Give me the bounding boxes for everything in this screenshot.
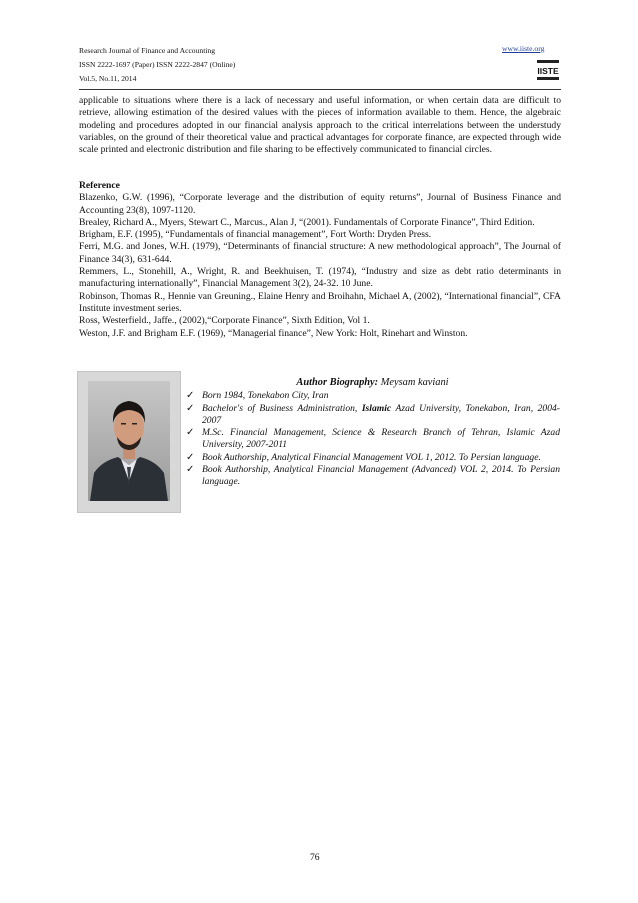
check-icon: ✓: [186, 427, 195, 439]
bio-list: [185, 390, 560, 488]
author-photo: [88, 381, 170, 501]
bio-item: ✓ Bachelor's of Business Administration, Islamic Azad University, Tonekabon, Iran, 2004-2007: [186, 402, 560, 426]
reference-item: Remmers, L., Stonehill, A., Wright, R. and Beekhuisen, T. (1974), “Industry and size as debt ratio determinants in manufacturing internationally”, Financial Management 3(2), 24-32. 10 June.: [79, 266, 561, 290]
reference-item: Robinson, Thomas R., Hennie van Greuning., Elaine Henry and Broihahn, Michael A, (2002), “International financial”, CFA Institute investment series.: [79, 290, 561, 314]
body-paragraph: applicable to situations where there is a lack of necessary and useful information, or when certain data are difficult to retrieve, allowing estimation of the desired values with the pieces of information available to them. Hence, the algebraic modeling and procedures adopted in our financial analysis approach to the critical interrelations between the understudy variables, on the ground of their theoretical value and practical advantages for corporate finance, are expected through wide scale printed and electronic distribution and file sharing to be effectively communicated to financial circles.: [79, 95, 561, 156]
check-icon: ✓: [186, 464, 195, 476]
bio-item: ✓ Book Authorship, Analytical Financial Management VOL 1, 2012. To Persian language.: [186, 451, 541, 463]
check-icon: ✓: [186, 402, 195, 414]
reference-item: Weston, J.F. and Brigham E.F. (1969), “Managerial finance”, New York: Holt, Rinehart and Winston.: [79, 327, 468, 339]
references-section: [79, 180, 561, 340]
bio-item: ✓ M.Sc. Financial Management, Science & Research Branch of Tehran, Islamic Azad University, 2007-2011: [186, 427, 560, 451]
reference-item: Blazenko, G.W. (1996), “Corporate leverage and the distribution of equity returns”, Journal of Business Finance and Accounting 23(8), 1097-1120.: [79, 192, 561, 216]
logo-text: IISTE: [537, 66, 559, 76]
reference-item: Ross, Westerfield., Jaffe., (2002),“Corporate Finance”, Sixth Edition, Vol 1.: [79, 315, 370, 327]
body-text: [79, 95, 561, 156]
reference-item: Brigham, E.F. (1995), “Fundamentals of financial management”, Fort Worth: Dryden Press.: [79, 229, 432, 241]
bio-item: ✓ Born 1984, Tonekabon City, Iran: [186, 390, 329, 402]
bio-item: ✓ Book Authorship, Analytical Financial Management (Advanced) VOL 2, 2014. To Persian language.: [186, 464, 560, 488]
author-biography: [185, 377, 560, 489]
header-rule: [79, 89, 561, 90]
author-photo-frame: [77, 371, 181, 513]
volume-line: Vol.5, No.11, 2014: [79, 74, 137, 83]
page-number: 76: [310, 852, 320, 863]
issn-line: ISSN 2222-1697 (Paper) ISSN 2222-2847 (Online): [79, 60, 236, 69]
bio-heading: [185, 377, 560, 389]
journal-name: Research Journal of Finance and Accounting: [79, 46, 216, 55]
reference-item: Brealey, Richard A., Myers, Stewart C., Marcus., Alan J, “(2001). Fundamentals of Corporate Finance”, Third Edition.: [79, 216, 535, 228]
reference-item: Ferri, M.G. and Jones, W.H. (1979), “Determinants of financial structure: A new methodological approach”, The Journal of Finance 34(3), 631-644.: [79, 241, 561, 265]
iiste-logo: [536, 58, 560, 82]
check-icon: ✓: [186, 451, 195, 463]
bio-title: Author Biography:: [296, 377, 379, 388]
author-name: Meysam kaviani: [380, 377, 449, 388]
references-heading: Reference: [79, 180, 120, 191]
journal-url-link[interactable]: www.iiste.org: [502, 44, 545, 53]
check-icon: ✓: [186, 390, 195, 402]
